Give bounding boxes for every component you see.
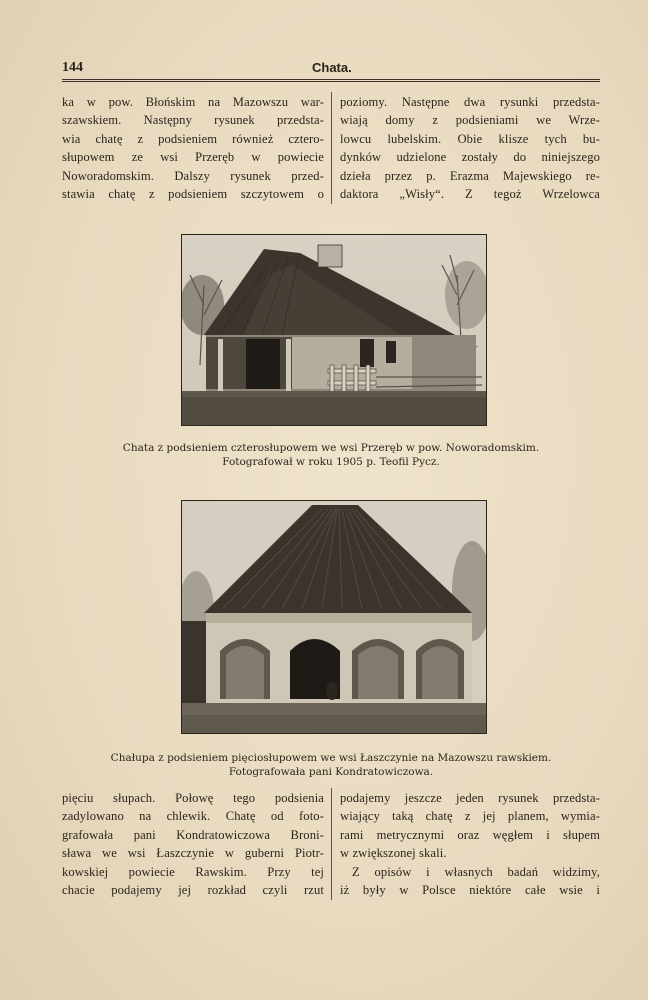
header-rule bbox=[62, 79, 600, 82]
text-line: zadylowano na chlewik. Chatę od foto- bbox=[62, 809, 324, 824]
text-line: sława we wsi Łaszczynie w guberni Piotr- bbox=[62, 846, 324, 861]
text-line: iż były w Polsce niektóre całe wsie i bbox=[340, 883, 600, 898]
text-line: daktora „Wisły“. Z tegoż Wrzelowca bbox=[340, 187, 600, 202]
caption-line: Fotografowała pani Kondratowiczowa. bbox=[228, 766, 434, 778]
top-left-column bbox=[62, 93, 324, 203]
text-line: wiają domy z podsieniami we Wrze- bbox=[340, 113, 600, 128]
text-line: chacie podajemy jej rozkład czyli rzut bbox=[62, 883, 324, 898]
text-line: lowcu lubelskim. Obie klisze tych bu- bbox=[340, 131, 600, 146]
text-line: wiający taką chatę z jej planem, wymia- bbox=[340, 809, 600, 824]
text-line: Noworadomskim. Dalszy rysunek przed- bbox=[62, 168, 324, 183]
text-line: słupowem ze wsi Przeręb w powiecie bbox=[62, 150, 324, 165]
text-line: ka w pow. Błońskim na Mazowszu war- bbox=[62, 95, 324, 109]
text-line: grafowała pani Kondratowiczowa Broni- bbox=[62, 827, 324, 842]
column-divider bbox=[331, 788, 332, 900]
text-line: Z opisów i własnych badań widzimy, bbox=[352, 864, 600, 879]
text-line: stawia chatę z podsieniem szczytowem o bbox=[62, 187, 324, 202]
bottom-right-column bbox=[340, 789, 600, 899]
top-right-column bbox=[340, 93, 600, 203]
text-line: w zwiększonej skali. bbox=[340, 846, 447, 861]
text-line: dzieła przez p. Erazma Majewskiego re- bbox=[340, 168, 600, 183]
text-line: kowskiej powiecie Rawskim. Przy tej bbox=[62, 864, 324, 879]
figure-2-caption bbox=[62, 751, 600, 779]
text-line: wia chatę z podsieniem również cztero- bbox=[62, 131, 324, 146]
text-line: pięciu słupach. Połowę tego podsienia bbox=[62, 791, 324, 805]
page-number: 144 bbox=[62, 60, 83, 75]
text-line: poziomy. Następne dwa rysunki przedsta- bbox=[340, 95, 600, 109]
house-photo-2 bbox=[181, 500, 487, 734]
running-title: Chata. bbox=[312, 60, 352, 75]
bottom-left-column bbox=[62, 789, 324, 899]
text-line: szawskiem. Następny rysunek przedsta- bbox=[62, 113, 324, 128]
text-line: podajemy jeszcze jeden rysunek przedsta- bbox=[340, 791, 600, 805]
column-divider bbox=[331, 92, 332, 204]
thatched-cottage-picture bbox=[182, 235, 486, 425]
text-line: dynków udzielone zostały do niniejszego bbox=[340, 150, 600, 165]
house-photo-1 bbox=[181, 234, 487, 426]
figure-1-caption bbox=[62, 441, 600, 469]
caption-line: Chata z podsieniem czterosłupowem we wsi Przeręb w pow. Noworadomskim. bbox=[122, 442, 540, 454]
text-line: rami metrycznymi oraz węgłem i słupem bbox=[340, 827, 600, 842]
caption-line: Chałupa z podsieniem pięciosłupowem we wsi Łaszczynie na Mazowszu rawskiem. bbox=[110, 752, 552, 764]
arcaded-cottage-picture bbox=[182, 501, 486, 733]
caption-line: Fotografował w roku 1905 p. Teofil Pycz. bbox=[222, 456, 440, 468]
page-header bbox=[62, 58, 600, 80]
